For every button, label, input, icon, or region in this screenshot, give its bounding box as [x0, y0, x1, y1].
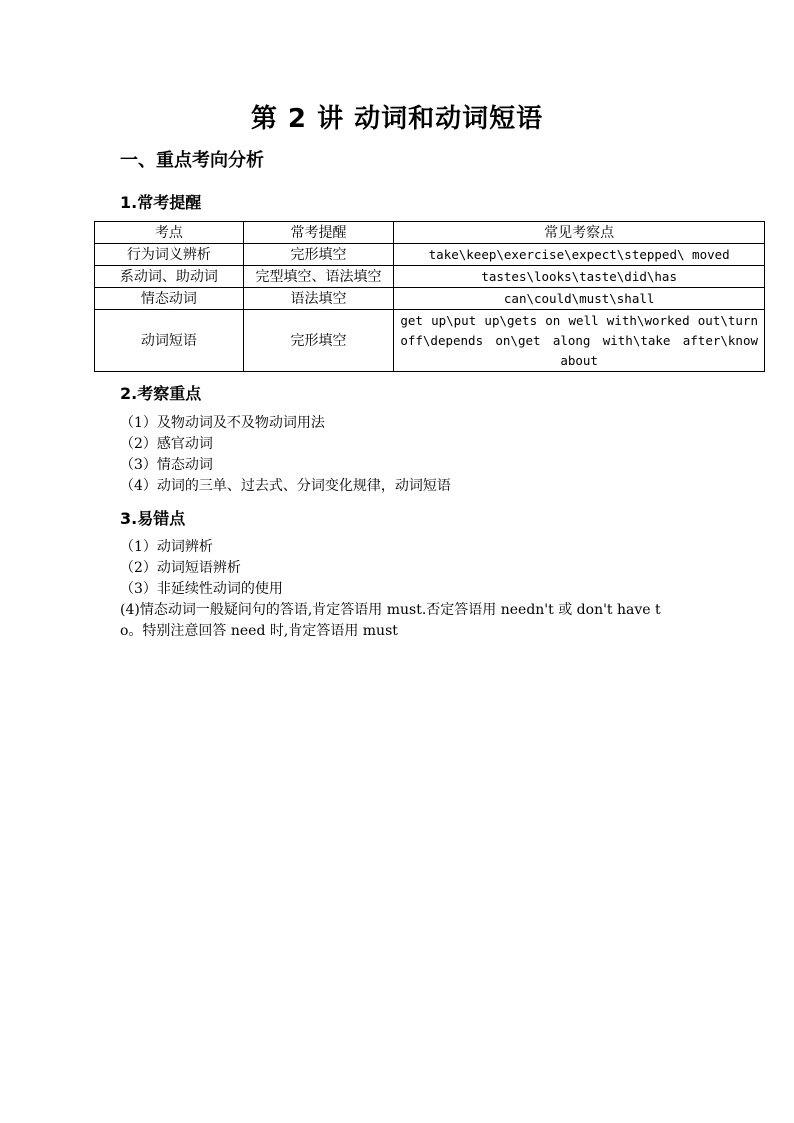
focus-list: [120, 413, 451, 497]
table-header: 常考提醒: [243, 222, 394, 244]
table-row: [95, 266, 765, 288]
table-cell: take\keep\exercise\expect\stepped\ moved: [394, 244, 765, 266]
table-cell: tastes\looks\taste\did\has: [394, 266, 765, 288]
table-cell: 动词短语: [95, 310, 244, 372]
subheading-errors: 3.易错点: [120, 509, 186, 528]
table-header: 考点: [95, 222, 244, 244]
table-cell: 完形填空: [243, 310, 394, 372]
subheading-focus: 2.考察重点: [120, 384, 202, 403]
table-row: [95, 310, 765, 372]
list-item: （1）及物动词及不及物动词用法: [120, 415, 325, 431]
list-item: （3）非延续性动词的使用: [120, 581, 283, 597]
subheading-tips: 1.常考提醒: [120, 193, 202, 212]
table-cell: get up\put up\gets on well with\worked out\turn off\depends on\get along with\take after\know about: [394, 310, 765, 372]
page-title: 第 2 讲 动词和动词短语: [250, 104, 544, 134]
table-cell: 系动词、助动词: [95, 266, 244, 288]
table-cell: 完型填空、语法填空: [243, 266, 394, 288]
errors-list: [120, 537, 283, 600]
table-header-row: [95, 222, 765, 244]
list-item: （3）情态动词: [120, 457, 213, 473]
table-row: [95, 244, 765, 266]
section-heading: 一、重点考向分析: [120, 150, 264, 171]
table-cell: 行为词义辨析: [95, 244, 244, 266]
table-cell: 语法填空: [243, 288, 394, 310]
table-cell: 完形填空: [243, 244, 394, 266]
table-cell: can\could\must\shall: [394, 288, 765, 310]
list-item: （2）感官动词: [120, 436, 213, 452]
list-item: （4）动词的三单、过去式、分词变化规律，动词短语: [120, 478, 451, 494]
table-cell: 情态动词: [95, 288, 244, 310]
list-item: (4)情态动词一般疑问句的答语,肯定答语用 must.否定答语用 needn't 或 don't have to。特别注意回答 need 时,肯定答语用 must: [120, 602, 661, 639]
key-points-table: [94, 221, 765, 372]
table-row: [95, 288, 765, 310]
table-header: 常见考察点: [394, 222, 765, 244]
list-item: （1）动词辨析: [120, 539, 213, 555]
list-item: （2）动词短语辨析: [120, 560, 241, 576]
